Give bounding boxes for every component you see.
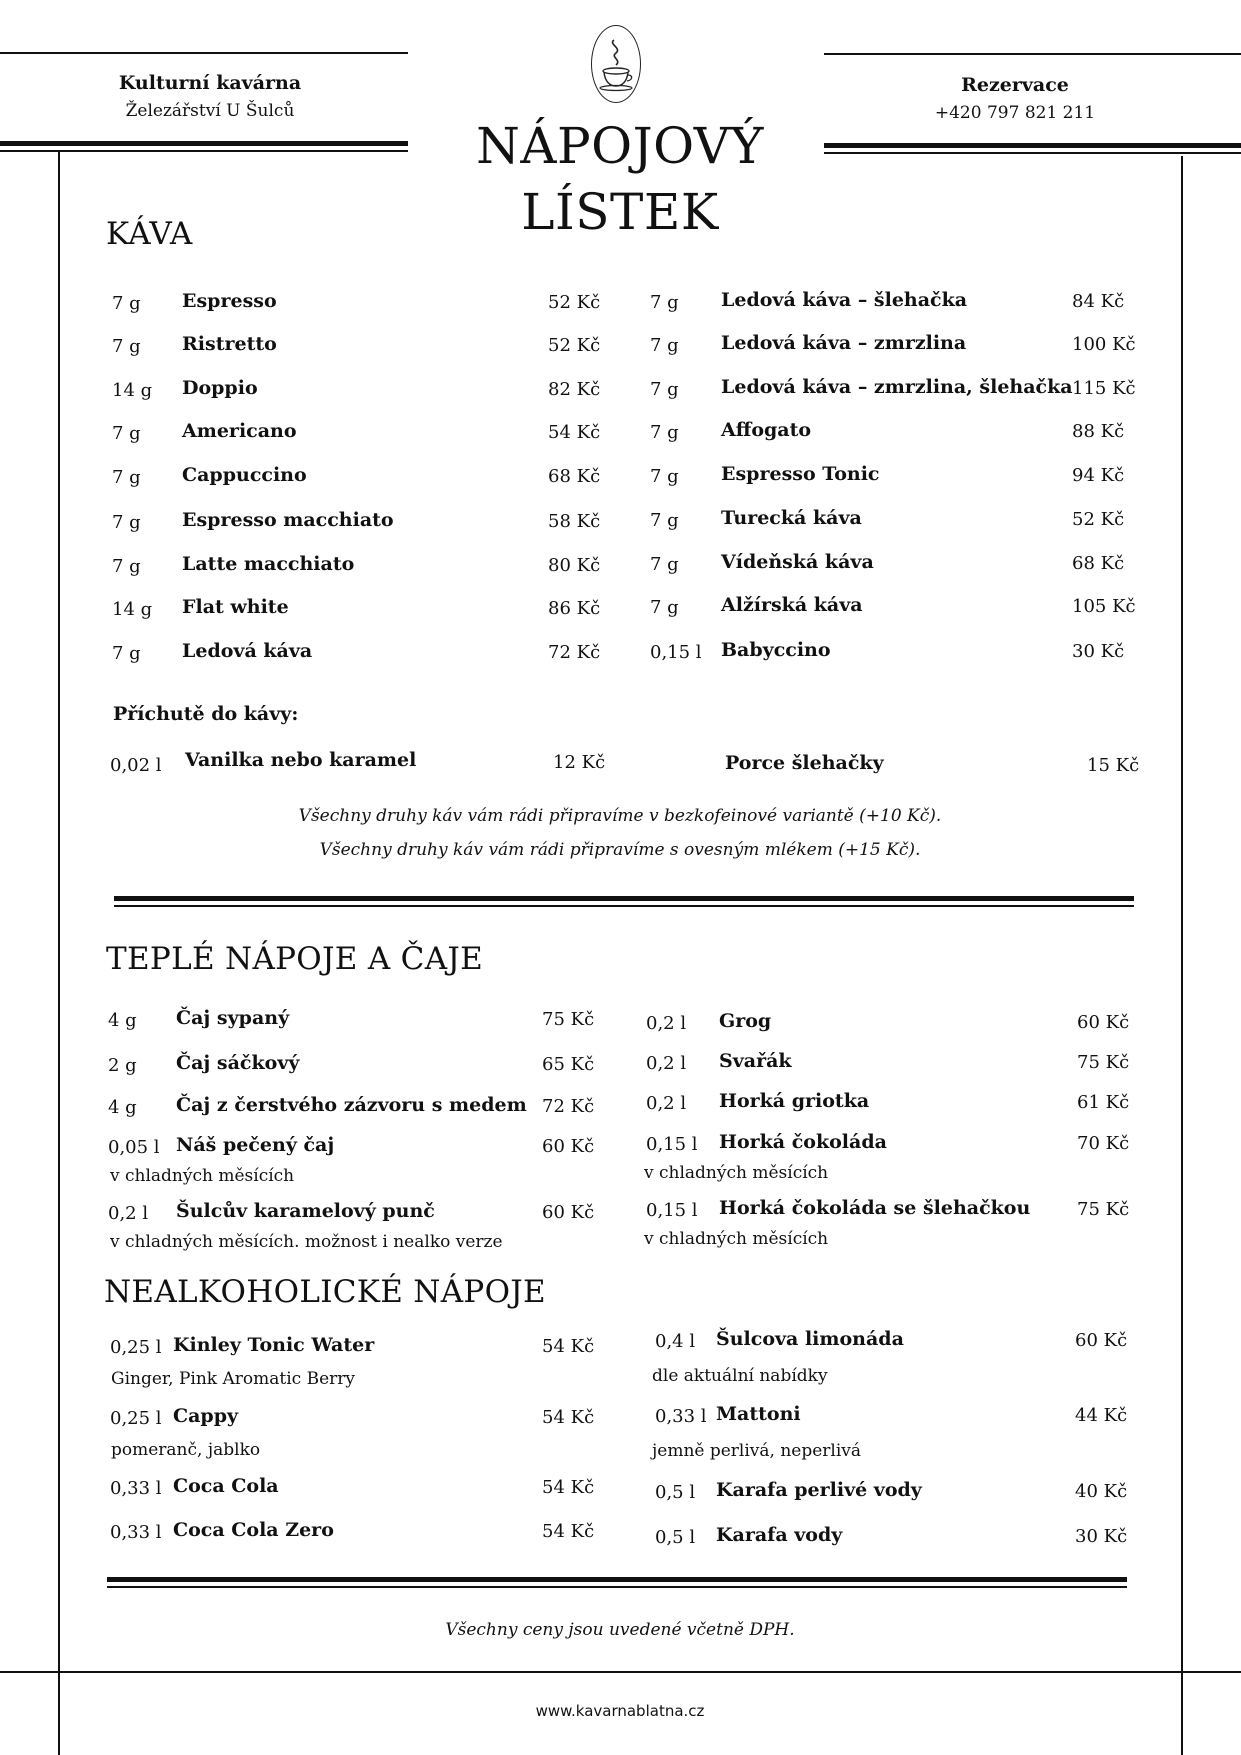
- menu-item-volume: 7 g: [650, 554, 679, 575]
- menu-item-name: Grog: [719, 1010, 772, 1032]
- menu-item-price: 30 Kč: [1072, 641, 1125, 662]
- section-heading-coffee: KÁVA: [106, 216, 193, 252]
- menu-item-price: 58 Kč: [548, 511, 601, 532]
- menu-item-volume: 0,25 l: [110, 1408, 162, 1429]
- menu-item-name: Ledová káva: [182, 640, 313, 662]
- menu-item-price: 70 Kč: [1077, 1133, 1130, 1154]
- menu-item-name: Vídeňská káva: [721, 551, 874, 573]
- menu-item-price: 60 Kč: [542, 1136, 595, 1157]
- menu-item-volume: 0,2 l: [108, 1203, 149, 1224]
- menu-item-volume: 7 g: [650, 379, 679, 400]
- menu-item-name: Čaj sáčkový: [176, 1052, 300, 1074]
- menu-item-note: v chladných měsících. možnost i nealko verze: [110, 1232, 503, 1252]
- menu-item-volume: 7 g: [112, 423, 141, 444]
- menu-item-name: Karafa vody: [716, 1524, 843, 1546]
- menu-item-price: 54 Kč: [542, 1521, 595, 1542]
- menu-item-volume: 0,33 l: [110, 1478, 162, 1499]
- menu-item-volume: 14 g: [112, 380, 153, 401]
- menu-item-name: Babyccino: [721, 639, 831, 661]
- menu-item-price: 80 Kč: [548, 555, 601, 576]
- menu-item-price: 72 Kč: [542, 1096, 595, 1117]
- menu-item-price: 105 Kč: [1072, 596, 1136, 617]
- menu-item-volume: 0,15 l: [650, 642, 702, 663]
- header-line-left-bottom: [0, 141, 408, 146]
- flavour-vanilla-price: 12 Kč: [553, 752, 606, 773]
- menu-item-name: Espresso Tonic: [721, 463, 880, 485]
- section-heading-hot-drinks: TEPLÉ NÁPOJE A ČAJE: [106, 941, 484, 977]
- menu-item-volume: 7 g: [112, 336, 141, 357]
- menu-item-price: 115 Kč: [1072, 378, 1136, 399]
- page-title-line2: LÍSTEK: [521, 183, 719, 241]
- section-divider-1: [114, 896, 1134, 901]
- menu-item-name: Horká čokoláda: [719, 1131, 887, 1153]
- menu-item-price: 54 Kč: [542, 1477, 595, 1498]
- menu-item-volume: 7 g: [650, 335, 679, 356]
- menu-item-name: Cappuccino: [182, 464, 307, 486]
- cafe-name: Kulturní kavárna: [118, 72, 302, 94]
- menu-item-volume: 0,15 l: [646, 1134, 698, 1155]
- menu-item-price: 52 Kč: [548, 335, 601, 356]
- menu-item-price: 65 Kč: [542, 1054, 595, 1075]
- menu-item-name: Doppio: [182, 377, 258, 399]
- menu-item-volume: 0,2 l: [646, 1053, 687, 1074]
- menu-item-volume: 14 g: [112, 599, 153, 620]
- menu-item-price: 94 Kč: [1072, 465, 1125, 486]
- header-line-left-top: [0, 52, 408, 54]
- section-divider-2: [107, 1577, 1127, 1582]
- menu-item-volume: 7 g: [650, 422, 679, 443]
- reservation-label: Rezervace: [961, 74, 1069, 96]
- menu-item-name: Svařák: [719, 1050, 792, 1072]
- frame-right-border: [1181, 156, 1183, 1755]
- menu-item-name: Horká čokoláda se šlehačkou: [719, 1197, 1031, 1219]
- flavour-cream-price: 15 Kč: [1087, 755, 1140, 776]
- section-divider-1-thin: [114, 905, 1134, 907]
- header-line-left-bottom-thin: [0, 150, 408, 152]
- menu-item-price: 75 Kč: [542, 1009, 595, 1030]
- menu-item-volume: 0,5 l: [655, 1482, 696, 1503]
- menu-item-price: 60 Kč: [542, 1202, 595, 1223]
- menu-item-name: Coca Cola Zero: [173, 1519, 334, 1541]
- menu-item-price: 54 Kč: [542, 1407, 595, 1428]
- menu-item-note: Ginger, Pink Aromatic Berry: [111, 1369, 356, 1389]
- menu-item-name: Kinley Tonic Water: [173, 1334, 375, 1356]
- menu-item-price: 88 Kč: [1072, 421, 1125, 442]
- menu-item-price: 61 Kč: [1077, 1092, 1130, 1113]
- header-line-right-bottom: [824, 143, 1241, 148]
- menu-item-volume: 7 g: [112, 293, 141, 314]
- menu-item-price: 72 Kč: [548, 642, 601, 663]
- menu-item-name: Ledová káva – zmrzlina, šlehačka: [721, 376, 1073, 398]
- menu-item-volume: 7 g: [112, 556, 141, 577]
- menu-item-volume: 7 g: [650, 466, 679, 487]
- menu-item-name: Šulcův karamelový punč: [176, 1200, 435, 1222]
- menu-item-volume: 0,33 l: [110, 1522, 162, 1543]
- menu-item-volume: 0,25 l: [110, 1337, 162, 1358]
- menu-item-volume: 7 g: [112, 512, 141, 533]
- menu-item-note: pomeranč, jablko: [111, 1440, 261, 1460]
- menu-item-volume: 0,2 l: [646, 1093, 687, 1114]
- menu-item-price: 54 Kč: [548, 422, 601, 443]
- menu-item-price: 68 Kč: [1072, 553, 1125, 574]
- menu-item-name: Horká griotka: [719, 1090, 870, 1112]
- oat-milk-note: Všechny druhy káv vám rádi připravíme s ovesným mlékem (+15 Kč).: [319, 840, 921, 860]
- menu-item-name: Ledová káva – šlehačka: [721, 289, 968, 311]
- menu-item-name: Alžírská káva: [721, 594, 863, 616]
- menu-item-volume: 7 g: [112, 643, 141, 664]
- menu-item-name: Flat white: [182, 596, 289, 618]
- menu-item-price: 75 Kč: [1077, 1052, 1130, 1073]
- menu-item-price: 100 Kč: [1072, 334, 1136, 355]
- menu-item-volume: 2 g: [108, 1055, 137, 1076]
- menu-item-name: Čaj z čerstvého zázvoru s medem: [176, 1094, 527, 1116]
- section-divider-2-thin: [107, 1586, 1127, 1588]
- menu-item-note: v chladných měsících: [110, 1166, 295, 1186]
- menu-item-price: 84 Kč: [1072, 291, 1125, 312]
- coffee-cup-icon: [592, 26, 640, 101]
- cafe-logo: [591, 25, 641, 103]
- menu-item-volume: 7 g: [650, 597, 679, 618]
- menu-item-name: Šulcova limonáda: [716, 1328, 904, 1350]
- page-title-line1: NÁPOJOVÝ: [476, 117, 764, 175]
- flavour-vanilla-volume: 0,02 l: [110, 755, 162, 776]
- menu-item-volume: 4 g: [108, 1010, 137, 1031]
- menu-item-volume: 0,4 l: [655, 1331, 696, 1352]
- menu-item-price: 86 Kč: [548, 598, 601, 619]
- menu-item-name: Americano: [182, 420, 297, 442]
- menu-item-price: 44 Kč: [1075, 1405, 1128, 1426]
- menu-item-price: 60 Kč: [1075, 1330, 1128, 1351]
- website-link[interactable]: www.kavarnablatna.cz: [535, 1702, 705, 1720]
- flavours-heading: Příchutě do kávy:: [113, 703, 299, 725]
- header-line-right-top: [824, 53, 1241, 55]
- menu-item-name: Náš pečený čaj: [176, 1134, 335, 1156]
- menu-item-price: 52 Kč: [1072, 509, 1125, 530]
- cafe-place: Železářství U Šulců: [125, 101, 295, 121]
- menu-item-price: 52 Kč: [548, 292, 601, 313]
- menu-item-note: jemně perlivá, neperlivá: [652, 1441, 862, 1461]
- menu-item-volume: 7 g: [112, 467, 141, 488]
- footer-frame-line: [0, 1671, 1241, 1673]
- menu-item-name: Ledová káva – zmrzlina: [721, 332, 967, 354]
- menu-item-name: Coca Cola: [173, 1475, 279, 1497]
- menu-item-name: Espresso: [182, 290, 277, 312]
- menu-item-volume: 0,15 l: [646, 1200, 698, 1221]
- vat-note: Všechny ceny jsou uvedené včetně DPH.: [445, 1620, 795, 1640]
- menu-item-name: Čaj sypaný: [176, 1007, 290, 1029]
- menu-item-note: v chladných měsících: [644, 1163, 829, 1183]
- menu-item-volume: 7 g: [650, 510, 679, 531]
- menu-item-volume: 7 g: [650, 292, 679, 313]
- menu-item-volume: 0,33 l: [655, 1406, 707, 1427]
- menu-item-price: 54 Kč: [542, 1336, 595, 1357]
- header-line-right-bottom-thin: [824, 152, 1241, 154]
- menu-item-price: 40 Kč: [1075, 1481, 1128, 1502]
- menu-item-name: Cappy: [173, 1405, 239, 1427]
- flavour-cream-name: Porce šlehačky: [725, 752, 884, 774]
- menu-item-price: 30 Kč: [1075, 1526, 1128, 1547]
- reservation-phone[interactable]: +420 797 821 211: [934, 103, 1096, 123]
- frame-left-border: [58, 152, 60, 1755]
- menu-item-price: 75 Kč: [1077, 1199, 1130, 1220]
- menu-item-price: 68 Kč: [548, 466, 601, 487]
- menu-item-name: Turecká káva: [721, 507, 862, 529]
- menu-item-name: Ristretto: [182, 333, 277, 355]
- menu-item-note: v chladných měsících: [644, 1229, 829, 1249]
- menu-item-volume: 0,05 l: [108, 1137, 160, 1158]
- menu-item-name: Mattoni: [716, 1403, 801, 1425]
- menu-item-price: 82 Kč: [548, 379, 601, 400]
- menu-item-volume: 4 g: [108, 1097, 137, 1118]
- decaf-note: Všechny druhy káv vám rádi připravíme v bezkofeinové variantě (+10 Kč).: [298, 806, 942, 826]
- menu-item-name: Latte macchiato: [182, 553, 355, 575]
- section-heading-soft-drinks: NEALKOHOLICKÉ NÁPOJE: [104, 1274, 546, 1310]
- menu-item-price: 60 Kč: [1077, 1012, 1130, 1033]
- menu-item-volume: 0,2 l: [646, 1013, 687, 1034]
- menu-item-name: Affogato: [721, 419, 812, 441]
- menu-item-note: dle aktuální nabídky: [652, 1366, 828, 1386]
- flavour-vanilla-name: Vanilka nebo karamel: [185, 749, 417, 771]
- menu-item-name: Espresso macchiato: [182, 509, 394, 531]
- menu-item-name: Karafa perlivé vody: [716, 1479, 922, 1501]
- menu-item-volume: 0,5 l: [655, 1527, 696, 1548]
